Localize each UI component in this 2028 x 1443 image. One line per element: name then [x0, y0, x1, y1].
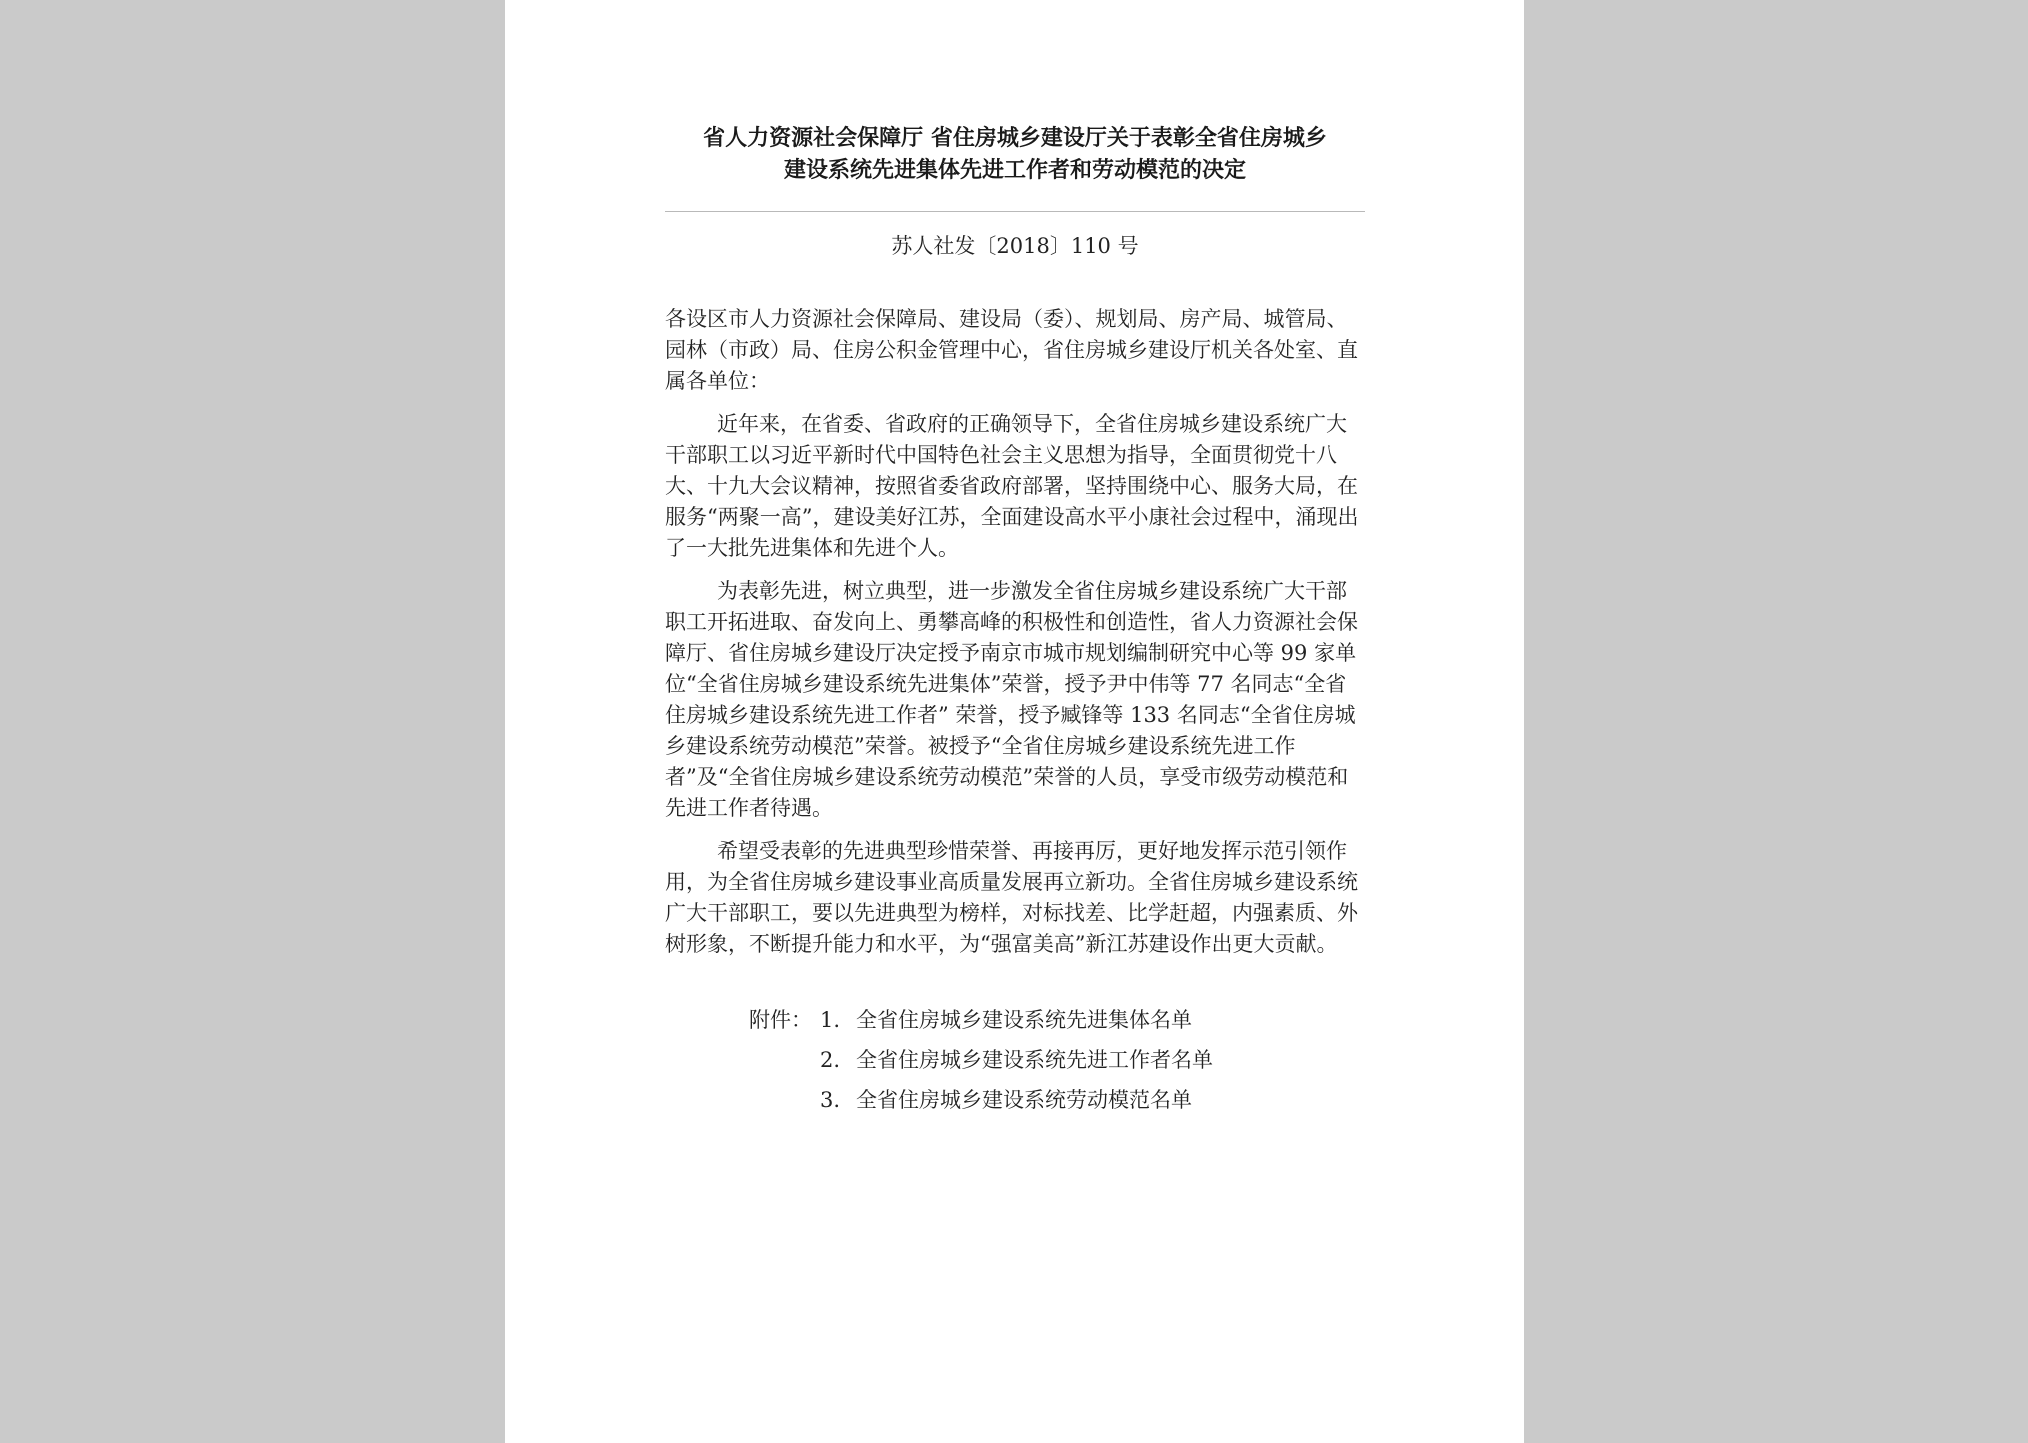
- attachment-indent: [665, 1080, 820, 1120]
- paragraph-2: 为表彰先进，树立典型，进一步激发全省住房城乡建设系统广大干部职工开拓进取、奋发向上、勇攀高峰的积极性和创造性，省人力资源社会保障厅、省住房城乡建设厅决定授予南京市城市规划编制研究中心等 99 家单位“全省住房城乡建设系统先进集体”荣誉，授予尹中伟等 77 名同志“全省住房城乡建设系统先进工作者” 荣誉，授予臧锋等 133 名同志“全省住房城乡建设系统劳动模范”荣誉。被授予“全省住房城乡建设系统先进工作者”及“全省住房城乡建设系统劳动模范”荣誉的人员，享受市级劳动模范和先进工作者待遇。: [665, 579, 1358, 820]
- title-divider: [665, 211, 1365, 212]
- attachment-item: [665, 1080, 1365, 1120]
- attachment-number: 2.: [820, 1048, 841, 1072]
- document-title: [665, 122, 1365, 186]
- paragraph-3: 希望受表彰的先进典型珍惜荣誉、再接再厉，更好地发挥示范引领作用，为全省住房城乡建设事业高质量发展再立新功。全省住房城乡建设系统广大干部职工，要以先进典型为榜样，对标找差、比学赶超，内强素质、外树形象，不断提升能力和水平，为“强富美高”新江苏建设作出更大贡献。: [665, 839, 1358, 956]
- attachment-item: [665, 1040, 1365, 1080]
- attachment-title: 全省住房城乡建设系统先进集体名单: [856, 1008, 1192, 1032]
- attachments-list: [665, 1000, 1365, 1120]
- attachment-title: 全省住房城乡建设系统先进工作者名单: [856, 1048, 1213, 1072]
- attachments-label: 附件：: [749, 1008, 812, 1032]
- document-number: 苏人社发〔2018〕110 号: [891, 234, 1139, 258]
- addressee: 各设区市人力资源社会保障局、建设局（委）、规划局、房产局、城管局、园林（市政）局、住房公积金管理中心，省住房城乡建设厅机关各处室、直属各单位：: [665, 307, 1358, 393]
- title-line-1: 省人力资源社会保障厅 省住房城乡建设厅关于表彰全省住房城乡: [703, 125, 1327, 151]
- attachment-number: 3.: [820, 1088, 841, 1112]
- attachment-item: [665, 1000, 1365, 1040]
- document-content: [665, 0, 1365, 1120]
- title-line-2: 建设系统先进集体先进工作者和劳动模范的决定: [783, 157, 1246, 183]
- attachment-number: 1.: [820, 1008, 841, 1032]
- attachment-title: 全省住房城乡建设系统劳动模范名单: [856, 1088, 1192, 1112]
- paragraph-1: 近年来，在省委、省政府的正确领导下，全省住房城乡建设系统广大干部职工以习近平新时代中国特色社会主义思想为指导，全面贯彻党十八大、十九大会议精神，按照省委省政府部署，坚持围绕中心、服务大局，在服务“两聚一高”，建设美好江苏，全面建设高水平小康社会过程中，涌现出了一大批先进集体和先进个人。: [665, 412, 1359, 560]
- document-page: [505, 0, 1524, 1443]
- attachment-indent: [665, 1040, 820, 1080]
